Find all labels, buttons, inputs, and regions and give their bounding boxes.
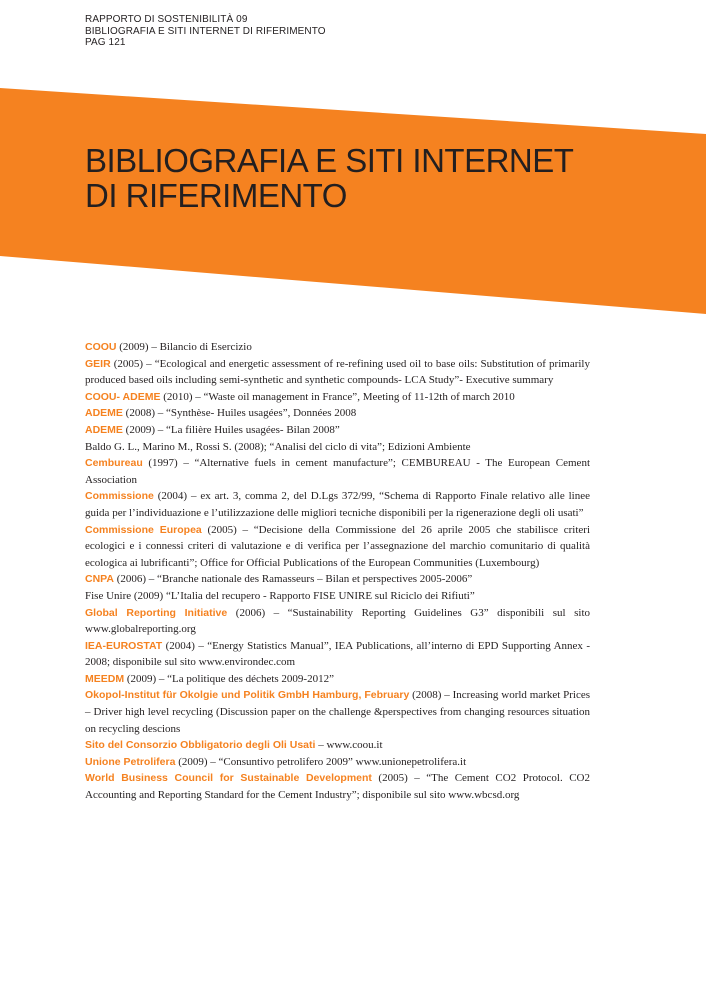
entry-text: (1997) – “Alternative fuels in cement manufacture”; CEMBUREAU - The European Cement Association — [85, 457, 590, 486]
entry-text: (2005) – “The Cement CO2 Protocol. CO2 Accounting and Reporting Standard for the Cement Industry”; disponibile sul sito www.wbcsd.org — [85, 772, 590, 802]
entry-source: MEEDM — [85, 672, 125, 685]
page-title-line-1: BIBLIOGRAFIA E SITI INTERNET — [85, 142, 574, 179]
entry-source: Sito del Consorzio Obbligatorio degli Oli Usati — [85, 739, 316, 752]
entry-source: Commissione — [85, 490, 154, 503]
entry-text: (2008) – “Synthèse- Huiles usagées”, Données 2008 — [122, 407, 357, 420]
bibliography-entry — [85, 687, 590, 737]
entry-text: (2009) – “La politique des déchets 2009-2012” — [124, 672, 334, 685]
bibliography-entry — [85, 770, 590, 803]
entry-source: World Business Council for Sustainable Development — [85, 772, 372, 785]
bibliography-entry — [85, 522, 590, 572]
entry-text: (2005) – “Ecological and energetic assessment of re-refining used oil to base oils: Substitution of primarily produced based oils including semi-synthetic and synthetic compounds- LCA Study”- Executive summary — [85, 357, 590, 387]
bibliography-entry — [85, 455, 590, 488]
entry-source: Commissione Europea — [85, 523, 202, 536]
entry-source: Okopol-Institut für Okolgie und Politik GmbH Hamburg, February — [85, 689, 410, 702]
page-title — [85, 143, 573, 213]
bibliography-entry — [85, 638, 590, 671]
entry-source: ADEME — [85, 407, 123, 420]
entry-source: CNPA — [85, 573, 114, 586]
bibliography-entry — [85, 488, 590, 521]
bibliography-entry — [85, 389, 590, 406]
entry-text: (2008) – Increasing world market Prices – Driver high level recycling (Discussion paper on the challenge &perspectives from changing resources situation on recycling descions — [85, 689, 590, 735]
entry-text: (2009) – Bilancio di Esercizio — [116, 341, 252, 353]
bibliography-entry — [85, 339, 590, 356]
entry-text: Fise Unire (2009) “L’Italia del recupero - Rapporto FISE UNIRE sul Riciclo dei Rifiuti” — [85, 589, 475, 602]
entry-text: (2009) – “La filière Huiles usagées- Bilan 2008” — [122, 423, 340, 436]
bibliography-entry — [85, 356, 590, 389]
entry-text: (2005) – “Decisione della Commissione del 26 aprile 2005 che stabilisce criteri ecologici e i connessi criteri di valutazione e di verifica per l’assegnazione del marchio comunitario di qualità ecologica ai lubrificanti”; Office for Official Publications of the European Communities (Luxembourg) — [85, 523, 591, 569]
entry-text: (2006) – “Sustainability Reporting Guidelines G3” disponibili sul sito www.globalreporting.org — [85, 606, 590, 636]
bibliography-entry — [85, 422, 590, 439]
report-name: RAPPORTO DI SOSTENIBILITÀ 09 — [85, 14, 248, 25]
bibliography-entry — [85, 571, 590, 588]
entry-source: COOU- ADEME — [85, 390, 161, 403]
entry-source: ADEME — [85, 423, 123, 436]
entry-text: (2004) – “Energy Statistics Manual”, IEA Publications, all’interno di EPD Supporting Annex - 2008; disponibile sul sito www.environdec.com — [85, 639, 590, 669]
entry-text: Baldo G. L., Marino M., Rossi S. (2008); “Analisi del ciclo di vita”; Edizioni Ambiente — [85, 440, 471, 453]
bibliography-entry — [85, 605, 590, 638]
entry-text: – www.coou.it — [315, 739, 383, 752]
entry-text: (2010) – “Waste oil management in France”, Meeting of 11-12th of march 2010 — [160, 390, 515, 403]
page-number: PAG 121 — [85, 37, 126, 48]
entry-text: (2009) – “Consuntivo petrolifero 2009” www.unionepetrolifera.it — [175, 755, 467, 768]
entry-text: (2004) – ex art. 3, comma 2, del D.Lgs 372/99, “Schema di Rapporto Finale relativo alle linee guida per l’individuazione e l’utilizzazione delle migliori tecniche disponibili per la rigenerazione degli oli usati” — [85, 490, 590, 519]
bibliography-entry — [85, 405, 590, 422]
page-title-line-2: DI RIFERIMENTO — [85, 177, 347, 214]
entry-source: IEA-EUROSTAT — [85, 639, 163, 652]
entry-source: Global Reporting Initiative — [85, 606, 228, 619]
bibliography-list — [85, 339, 590, 804]
section-name: BIBLIOGRAFIA E SITI INTERNET DI RIFERIMENTO — [85, 25, 326, 37]
bibliography-entry — [85, 754, 590, 771]
bibliography-entry — [85, 588, 590, 605]
running-header — [85, 14, 326, 49]
bibliography-entry — [85, 737, 590, 754]
entry-source: COOU — [85, 341, 117, 353]
entry-source: GEIR — [85, 357, 111, 370]
entry-source: Cembureau — [85, 457, 143, 470]
entry-text: (2006) – “Branche nationale des Ramasseurs – Bilan et perspectives 2005-2006” — [113, 573, 473, 586]
bibliography-entry — [85, 439, 590, 456]
bibliography-entry — [85, 671, 590, 688]
entry-source: Unione Petrolifera — [85, 755, 176, 768]
